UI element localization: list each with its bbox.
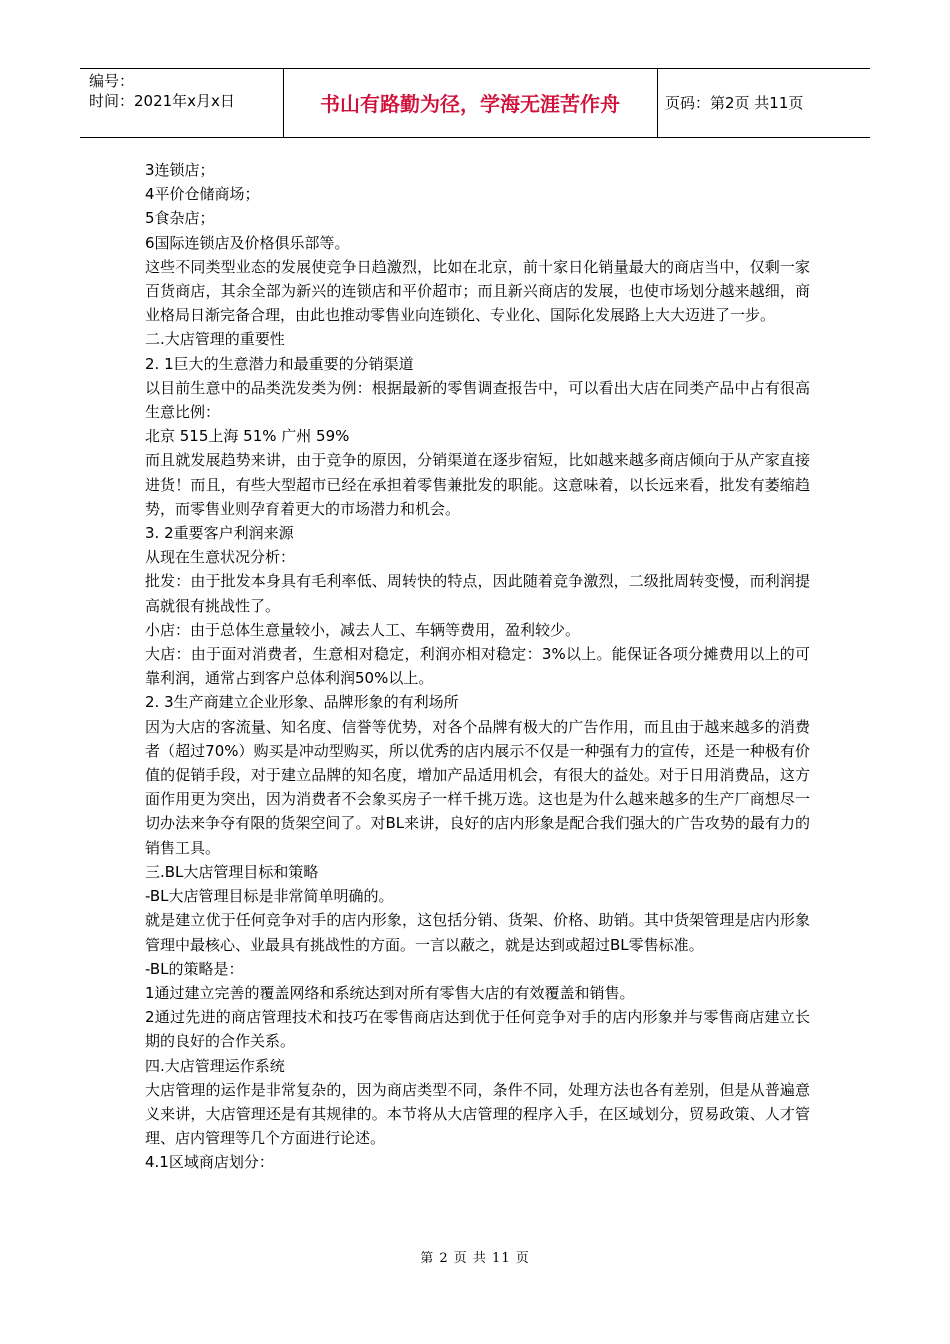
paragraph: 大店管理的运作是非常复杂的，因为商店类型不同，条件不同，处理方法也各有差别，但是从普遍意义来讲，大店管理还是有其规律的。本节将从大店管理的程序入手，在区域划分，贸易政策、人才管理、店内管理等几个方面进行论述。: [145, 1080, 810, 1148]
list-item: 4平价仓储商场；: [145, 185, 260, 204]
page-footer: 第 2 页 共 11 页: [420, 1251, 530, 1266]
paragraph: 批发：由于批发本身具有毛利率低、周转快的特点，因此随着竞争激烈，二级批周转变慢，而利润提高就很有挑战性了。: [145, 572, 810, 615]
header-page-label: 页码：第2页 共11页: [665, 94, 804, 112]
paragraph: 大店：由于面对消费者，生意相对稳定，利润亦相对稳定：3%以上。能保证各项分摊费用以上的可靠利润，通常占到客户总体利润50%以上。: [145, 645, 810, 688]
section-heading: 二.大店管理的重要性: [145, 330, 285, 349]
document-number-label: 编号：: [89, 72, 135, 90]
section-heading: 四.大店管理运作系统: [145, 1056, 285, 1075]
list-item: 1通过建立完善的覆盖网络和系统达到对所有零售大店的有效覆盖和销售。: [145, 983, 635, 1002]
document-date-label: 时间：2021年x月x日: [89, 92, 235, 110]
paragraph: 从现在生意状况分析：: [145, 548, 296, 567]
paragraph: 以目前生意中的品类洗发类为例：根据最新的零售调查报告中，可以看出大店在同类产品中占有很高生意比例：: [145, 378, 810, 422]
paragraph: 小店：由于总体生意量较小，减去人工、车辆等费用，盈利较少。: [145, 620, 581, 639]
header-motto-cell: [283, 69, 658, 137]
list-item: 2通过先进的商店管理技术和技巧在零售商店达到优于任何竞争对手的店内形象并与零售商店建立长期的良好的合作关系。: [145, 1008, 810, 1051]
paragraph: -BL大店管理目标是非常简单明确的。: [145, 887, 394, 906]
paragraph: 就是建立优于任何竞争对手的店内形象，这包括分销、货架、价格、助销。其中货架管理是店内形象管理中最核心、业最具有挑战性的方面。一言以蔽之，就是达到或超过BL零售标准。: [145, 911, 810, 954]
paragraph: -BL的策略是：: [145, 959, 244, 978]
paragraph: 因为大店的客流量、知名度、信誉等优势，对各个品牌有极大的广告作用，而且由于越来越多的消费者（超过70%）购买是冲动型购买，所以优秀的店内展示不仅是一种强有力的宣传，还是一种极有价值的促销手段，对于建立品牌的知名度，增加产品适用机会，有很大的益处。对于日用消费品，这方面作用更为突出，因为消费者不会象买房子一样千挑万选。这也是为什么越来越多的生产厂商想尽一切办法来争夺有限的货架空间了。对BL来讲，良好的店内形象是配合我们强大的广告攻势的最有力的销售工具。: [145, 717, 810, 857]
subsection-heading: 4.1区域商店划分：: [145, 1153, 274, 1172]
paragraph: 而且就发展趋势来讲，由于竞争的原因，分销渠道在逐步宿短，比如越来越多商店倾向于从产家直接进货！而且，有些大型超市已经在承担着零售兼批发的职能。这意味着，以长远来看，批发有萎缩趋势，而零售业则孕育着更大的市场潜力和机会。: [145, 451, 810, 518]
statistics-line: 北京 515上海 51% 广州 59%: [145, 427, 350, 446]
header-page-cell: [657, 69, 870, 137]
list-item: 6国际连锁店及价格俱乐部等。: [145, 233, 350, 252]
subsection-heading: 2. 1巨大的生意潜力和最重要的分销渠道: [145, 354, 414, 373]
paragraph: 这些不同类型业态的发展使竞争日趋激烈，比如在北京，前十家日化销量最大的商店当中，仅剩一家百货商店，其余全部为新兴的连锁店和平价超市；而且新兴商店的发展，也使市场划分越来越细，商业格局日渐完备合理，由此也推动零售业向连锁化、专业化、国际化发展路上大大迈进了一步。: [145, 257, 810, 325]
subsection-heading: 3. 2重要客户利润来源: [145, 524, 294, 543]
section-heading: 三.BL大店管理目标和策略: [145, 862, 319, 881]
list-item: 5食杂店；: [145, 209, 215, 228]
list-item: 3连锁店；: [145, 161, 215, 179]
header-motto: 书山有路勤为径，学海无涯苦作舟: [320, 92, 620, 116]
subsection-heading: 2. 3生产商建立企业形象、品牌形象的有利场所: [145, 693, 459, 712]
header-info-cell: [80, 69, 284, 137]
document-body: [145, 158, 810, 1175]
page-header: [80, 68, 870, 138]
